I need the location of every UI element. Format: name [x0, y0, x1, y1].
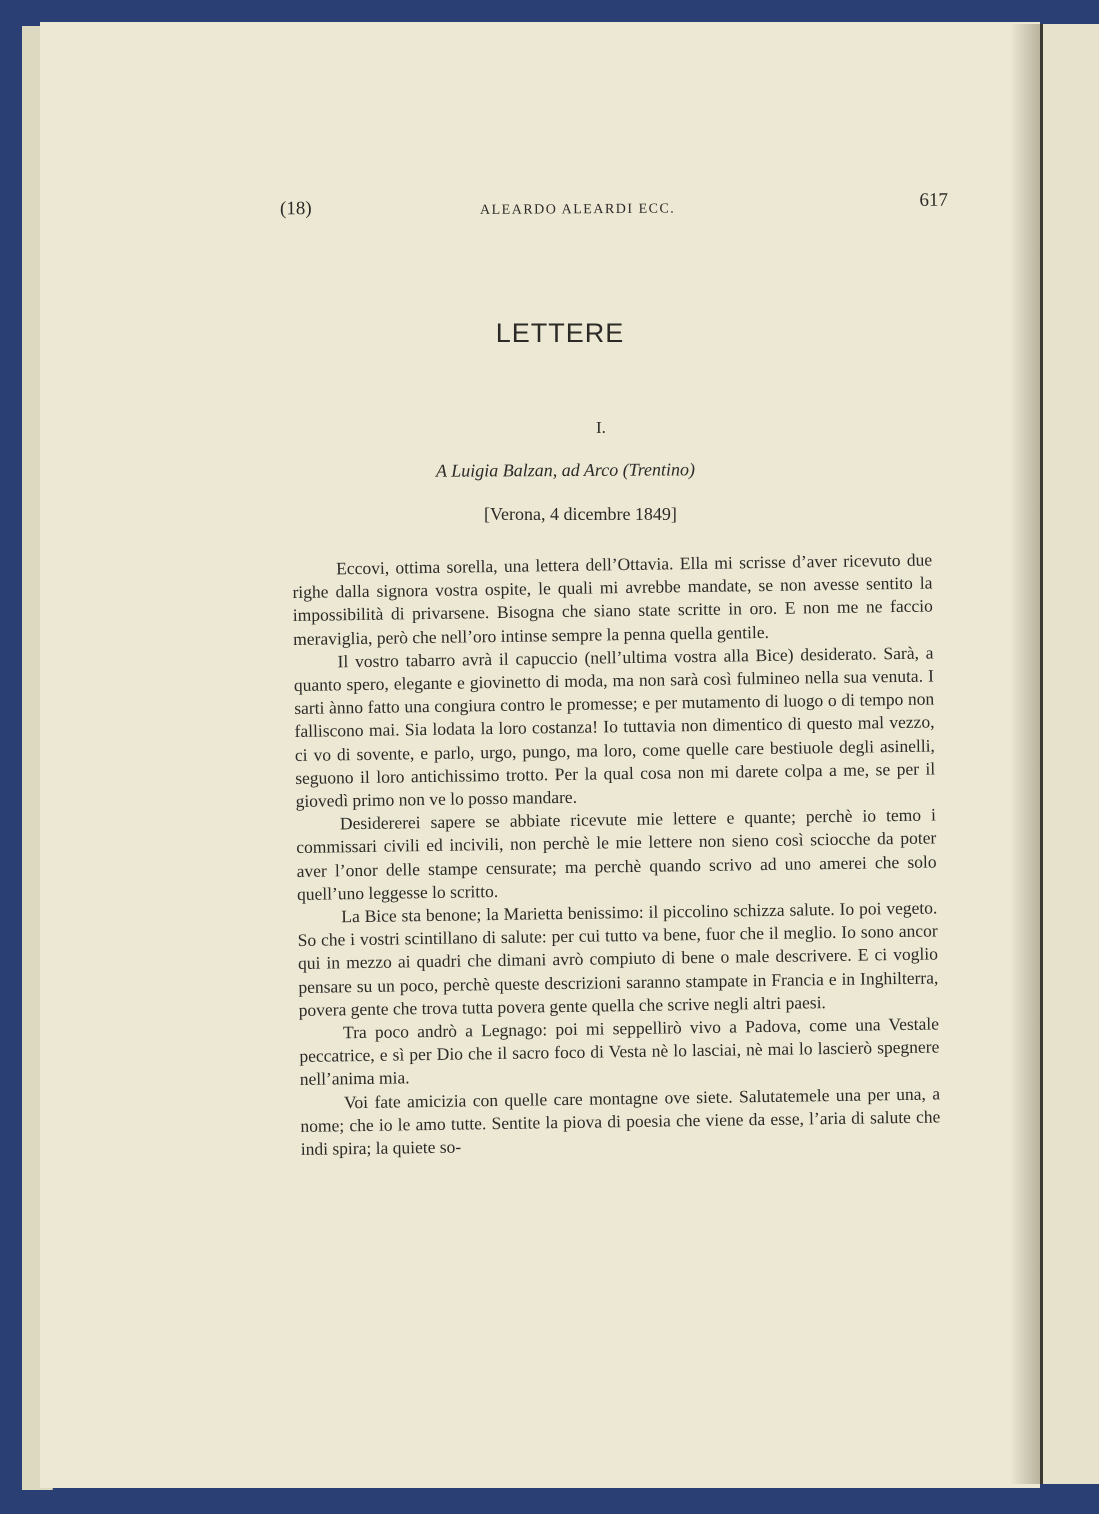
section-title: LETTERE	[495, 318, 625, 348]
section-number: (18)	[279, 198, 312, 220]
paragraph: La Bice sta benone; la Marietta benissimo: il piccolino schizza salute. Io poi vegeto. So che i vostri scintillano di salute: per cui tutto va bene, fuor che il meglio. Io sono ancor qui in mezzo ai quadri che dimani avrò compiuto di bene o male descrivere. E ci voglio pensare su un poco, perchè queste descrizioni saranno stampate in Francia e in Inghilterra, povera gente che trova tutta povera gente quella che scrive negli altri paesi.	[297, 897, 939, 1020]
gutter-shadow	[1010, 24, 1040, 1484]
paragraph: Desidererei sapere se abbiate ricevute mie lettere e quante; perchè io temo i commissari civili ed incivili, non perchè le mie lettere non sieno così sciocche da poter aver l’onor delle stampe censurate; ma perchè quando scrivo ad uno amerei che solo quell’uno leggesse lo scritto.	[296, 804, 937, 904]
facing-page-edge	[1040, 24, 1099, 1484]
book-page	[40, 22, 1040, 1488]
running-head	[280, 190, 948, 231]
running-title: ALEARDO ALEARDI ECC.	[479, 201, 676, 218]
page-number: 617	[919, 189, 949, 211]
letter-addressee: A Luigia Balzan, ad Arco (Trentino)	[435, 459, 696, 481]
paragraph: Il vostro tabarro avrà il capuccio (nell’ultima vostra alla Bice) desiderato. Sarà, a quanto spero, elegante e giovinetto di moda, ma non sarà così fulmineo nella sua venuta. I sarti ànno fatto una congiura contro le promesse; e per mutamento di luogo o di tempo non falliscono mai. Sia lodata la loro costanza! Io tuttavia non dimentico di questo mal vezzo, ci vo di sovente, e parlo, urgo, pungo, ma loro, come quelle care bestiuole degli asinelli, seguono il loro antichissimo trotto. Per la qual cosa non mi darete colpa a me, se per il giovedì primo non ve lo posso mandare.	[293, 642, 936, 812]
letter-body	[292, 549, 941, 1162]
paragraph: Voi fate amicizia con quelle care montagne ove siete. Salutatemele una per una, a nome; che io le amo tutte. Sentite la piova di poesia che viene da esse, l’aria di salute che indi spira; la quiete so-	[300, 1083, 941, 1160]
paragraph: Eccovi, ottima sorella, una lettera dell’Ottavia. Ella mi scrisse d’aver ricevuto due righe dalla signora vostra ospite, le quali mi avrebbe mandate, se non avesse sentito la impossibilità di privarsene. Bisogna che siano state scritte in oro. E non me ne faccio meraviglia, però che nell’oro intinse sempre la penna quella gentile.	[292, 549, 933, 649]
letter-dateline: [Verona, 4 dicembre 1849]	[484, 504, 677, 524]
paragraph: Tra poco andrò a Legnago: poi mi seppellirò vivo a Padova, come una Vestale peccatrice, e sì per Dio che il sacro foco di Vesta nè lo lasciai, nè mai lo lascierò spegnere nell’anima mia.	[299, 1013, 940, 1090]
letter-number: I.	[596, 418, 606, 437]
